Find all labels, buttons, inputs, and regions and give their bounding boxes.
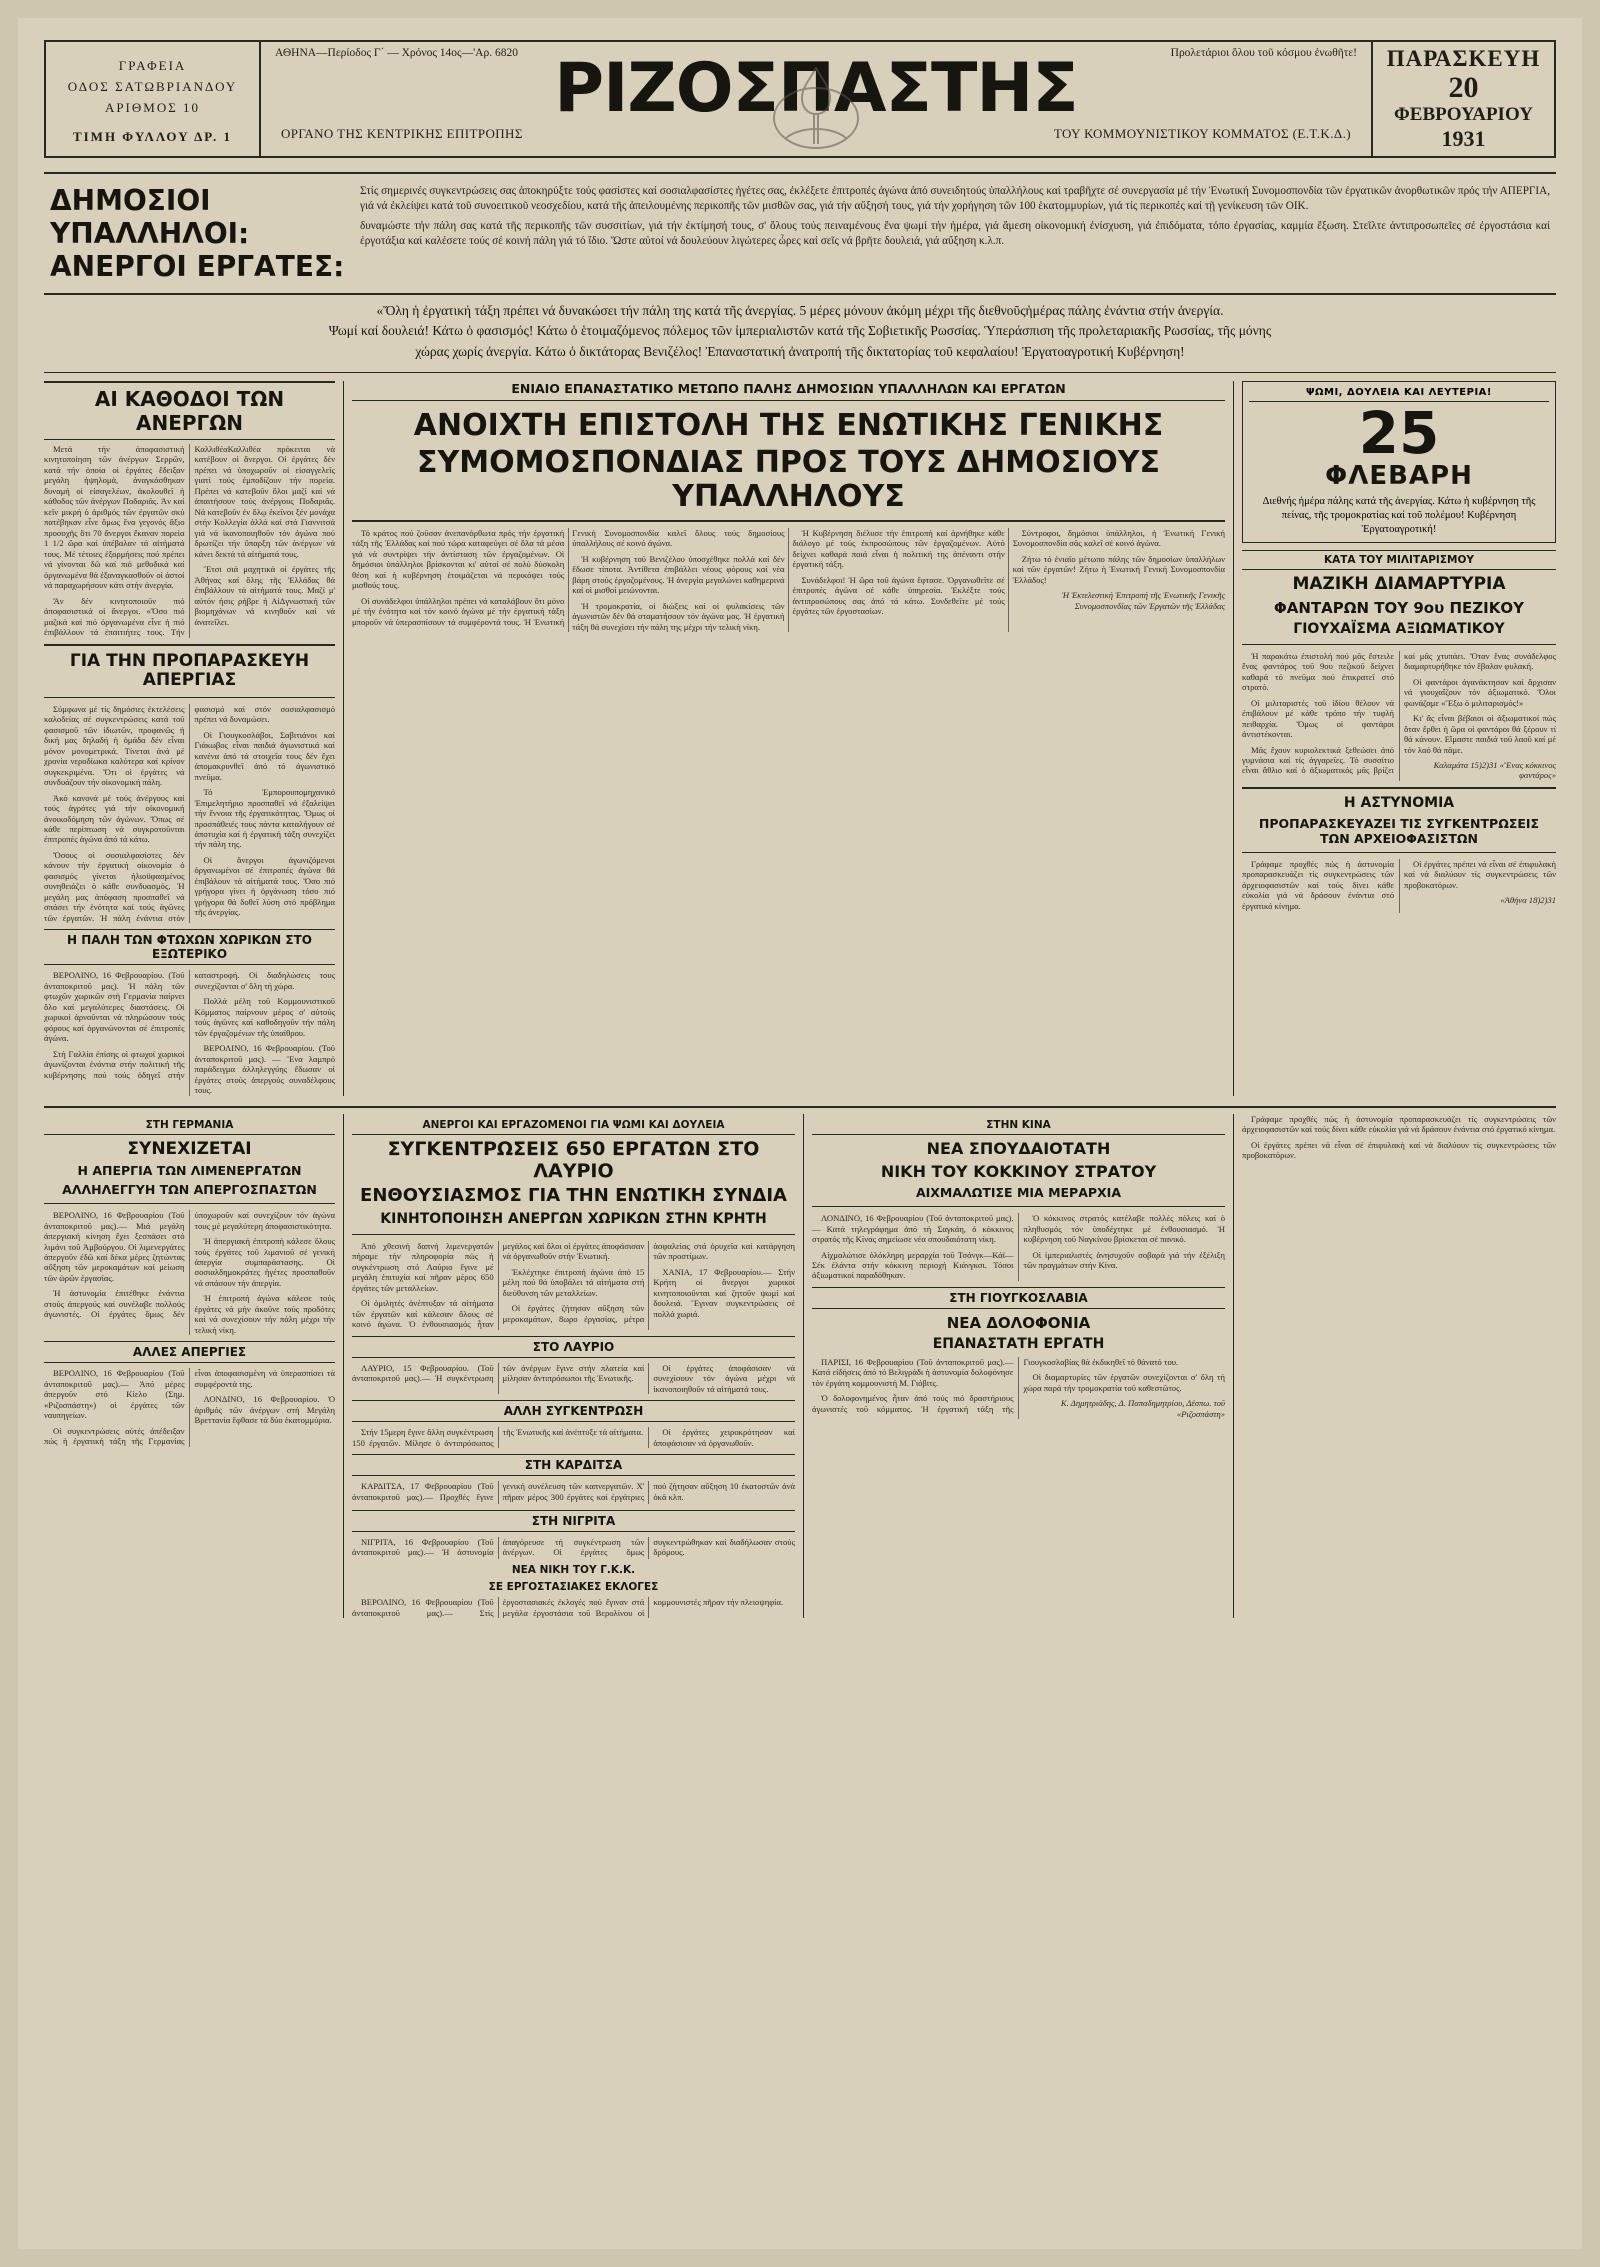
section-yugoslavia: ΣΤΗ ΓΙΟΥΓΚΟΣΛΑΒΙΑ [812,1287,1225,1309]
paragraph: ΧΑΝΙΑ, 17 Φεβρουαρίου.— Στήν Κρήτη οἱ ἄνεργοι χωρικοί κινητοποιοῦνται καί ζητοῦν ψωμί καί δουλειά. Ἔγιναν συγκεντρώσεις σέ πολλά χωριά. [653,1266,795,1319]
article-apergia-body [44,704,335,924]
subsection-karditsa: ΣΤΗ ΚΑΡΔΙΤΣΑ [352,1454,795,1476]
article-ftohoi-body [44,970,335,1095]
headline-650-workers: ΣΥΓΚΕΝΤΡΩΣΕΙΣ 650 ΕΡΓΑΤΩΝ ΣΤΟ ΛΑΥΡΙΟ [387,1137,760,1182]
lower-section [44,1106,1556,1619]
date-weekday: ΠΑΡΑΣΚΕΥΗ [1386,46,1541,72]
subtitle-right: ΤΟΥ ΚΟΜΜΟΥΝΙΣΤΙΚΟΥ ΚΟΜΜΑΤΟΣ (Ε.Τ.Κ.Δ.) [1053,125,1351,141]
paragraph: Μετά τήν ἀποφασιστική κινητοποίηση τῶν ἀνέργων Σερρῶν, κατά τήν ὁποία οἱ ἐργάτες ἔδειξαν μεγάλη ἡψηλομά, ἀναγκάσθηκαν δυναμή οἱ εἰσαγελέων, ἀκολουθεῖ ἡ κάθοδος τῶν ἀνέργων Ποδαριᾶς. Ἀν καί κεῖν μικρή ὁ ἀριθμός τῶν ἐργατῶν σκύ πατέβηκαν εἶνε ὅμως ἕνα γεγονός ἄξιο προσοχῆς ὅτι 70 ἄνεργοι ἔκαναν πορεία 1 1/2 ὥρα καί ὑπέβαλαν τά αἰτήματά τους. Μέ τέτοιες ἐξορμήσεις πού πρέπει νά γίνονται δῶ καί πιό μεθοδικά καί ὀργανωμένα θά ἐξαναγκασθοῦν οἱ ἀστοί νά παραχωρήσουν κάτι στήν ἀνεργία. [44,443,185,591]
headline-police-2: ΠΡΟΠΑΡΑΣΚΕΥΑΖΕΙ ΤΙΣ ΣΥΓΚΕΝΤΡΩΣΕΙΣ ΤΩΝ ΑΡΧΕΙΟΦΑΣΙΣΤΩΝ [1258,815,1540,846]
paragraph: Συνάδελφοι! Ἡ ὥρα τοῦ ἀγώνα ἔφτασε. Ὀργανωθεῖτε σέ ἐπιτροπές ἀγώνα σέ κάθε ὑπηρεσία. Ἐκλέξτε τούς ἀντιπροσώπους σας ἀπό τά κάτω. Συνδεθεῖτε μέ τούς ἐργάτες τῶν ἐργοστασίων. [792,574,1005,617]
divider [352,1234,795,1235]
headline-enthusiasm: ΕΝΘΟΥΣΙΑΣΜΟΣ ΓΙΑ ΤΗΝ ΕΝΩΤΙΚΗ ΣΥΝΔΙΑ [360,1185,787,1207]
headline-red-army: ΝΙΚΗ ΤΟΥ ΚΟΚΚΙΝΟΥ ΣΤΡΑΤΟΥ [880,1161,1157,1181]
box-25-february [1242,381,1556,544]
divider [44,697,335,698]
lower-column-germany [44,1114,344,1619]
paragraph: ΛΟΝΔΙΝΟ, 16 Φεβρουαρίου. Ὁ ἀριθμός τῶν ἀνέργων στή Μεγάλη Βρεττανία ἔφθασε τά δύο ἑκατομμύρια. [194,1394,335,1426]
paragraph: Οἱ ἐργάτες χειροκρότησαν καί ἀποφάσισαν νά ὀργανωθοῦν. [653,1427,795,1448]
month-name: ΦΛΕΒΑΡΗ [1325,460,1473,491]
paragraph: Ἀπό χθεσινή δαπνή λιμενεργατῶν πήραμε τήν πληροφορία πώς ἡ συγκέντρωση στό Λαύριο ἔγινε μέ μεγάλη ἐπιτυχία καί πῆραν μέρος 650 ἐργάτες τῶν μεταλλείων. [352,1240,494,1293]
paragraph: Κι' ἄς εἶναι βέβαιοι οἱ ἀξιωματικοί πώς ὅταν ἔρθει ἡ ὥρα οἱ φαντάροι θά ξέρουν τί θά κάνουν. Εἴμαστε παιδιά τοῦ λαοῦ καί μέ τόν λαό θά πᾶμε. [1404,713,1556,755]
banner-slogans [44,301,1556,362]
subsection-nigrita: ΣΤΗ ΝΙΓΡΙΤΑ [352,1510,795,1532]
paragraph: Οἱ συνάδελφοι ὑπάλληλοι πρέπει νά καταλάβουν ὅτι μόνο μέ τήν ἑνότητα καί τόν κοινό ἀγώνα μέ τήν ἐργατική τάξη μποροῦν νά ὑπερασπίσουν τά συμφέροντά τους. Ἡ Ἑνωτική Γενική Συνομοσπονδία καλεῖ ὅλους τούς δημοσίους ὑπαλλήλους σέ κοινό ἀγώνα. [352,527,785,627]
article-heading-apergia: ΓΙΑ ΤΗΝ ΠΡΟΠΑΡΑΣΚΕΥΗ ΑΠΕΡΓΙΑΣ [69,650,310,691]
karditsa-body [352,1481,795,1504]
paragraph: ΠΑΡΙΣΙ, 16 Φεβρουαρίου (Τοῦ ἀνταποκριτοῦ μας).— Κατά εἰδήσεις ἀπό τό Βελιγράδι ἡ ἀστυνομία δολοφόνησε τόν ἐργάτη κομμουνιστή Μ. Γιόβιτς. [812,1356,1014,1388]
slogan-line-3: χώρας χωρίς ἀνεργία. Κάτω ὁ δικτάτορας Βενιζέλος! Ἐπαναστατική ἀνατροπή τῆς δικτατορίας τοῦ κεφαλαίου! Ἐργατοαγροτική Κυβέρνηση! [415,343,1185,359]
headline-kkg-victory: ΝΕΑ ΝΙΚΗ ΤΟΥ Γ.Κ.Κ. [511,1564,636,1577]
paragraph: Οἱ διαμαρτυρίες τῶν ἐργατῶν συνεχίζονται σ' ὅλη τή χώρα παρά τήν τρομοκρατία τοῦ καθεστῶτος. [1023,1372,1225,1393]
subsection-lavrio: ΣΤΟ ΛΑΥΡΙΟ [352,1336,795,1358]
banner-headline-1: ΔΗΜΟΣΙΟΙ ΥΠΑΛΛΗΛΟΙ: [50,184,250,251]
slogan-main: «Ὅλη ἡ ἐργατική τάξη πρέπει νά δυνακώσει τήν πάλη της κατά τῆς ἀνεργίας. 5 μέρες μόνουν ἀκόμη μέχρι τῆς διεθνοῦςἡμέρας πάλης ἐνάντια στήν ἀνεργία. [376,303,1224,319]
paragraph: Γράφαμε προχθές πώς ἡ ἀστυνομία προπαρασκευάζει τίς συγκεντρώσεις τῶν ἀρχειοφασιστῶν καί τούς δίνει κάθε εὐκολία γιά νά δράσουν ἐνάντια στό ἐργατικό κίνημα. [1242,1113,1556,1135]
column-center [344,381,1234,1096]
divider [44,1203,335,1204]
office-label: ΓΡΑΦΕΙΑ [118,57,187,73]
paragraph: Ἡ Κυβέρνηση διέλυσε τήν ἐπιτροπή καί ἀρνήθηκε κάθε διάλογο μέ τούς ἐκπροσώπους τῶν ἐργαζομένων. Αὐτό δείχνει καθαρά ποιά εἶναι ἡ πολιτική της ἀπέναντι στήν ἐργατική τάξη. [792,527,1005,570]
column-right [1234,381,1556,1096]
office-number: ΑΡΙΘΜΟΣ 10 [104,99,201,115]
lower-column-lavrio [344,1114,804,1619]
paragraph: ΒΕΡΟΛΙΝΟ, 16 Φεβρουαρίου. (Τοῦ ἀνταποκριτοῦ μας). Ἡ πάλη τῶν φτωχῶν χωρικῶν στή Γερμανία παίρνει ὅλο καί μεγαλύτερες διαστάσεις. Οἱ χωρικοί ἀρνοῦνται νά πληρώσουν τούς φόρους καί ὀργανώνονται σέ ἐπιτροπές ἀγώνα. [44,970,185,1044]
paragraph: Ἡ παρακάτω ἐπιστολή πού μᾶς ἔστειλε ἕνας φαντάρος τοῦ 9ου πεζικοῦ δείχνει καθαρά τό πνεῦμα πού ἐπικρατεῖ στό στρατό. [1242,650,1394,693]
paragraph: Ἡ ἀστυνομία ἐπιτέθηκε ἐνάντια στούς ἀπεργούς καί συνέλαβε πολλούς ἀγωνιστές. Οἱ ἐργάτες ὅμως δέν ὑποχωροῦν καί συνεχίζουν τόν ἀγώνα τους μέ μεγαλύτερη ἀποφασιστικότητα. [44,1210,335,1320]
torch-emblem-icon [756,48,876,152]
banner-divider [44,372,1556,373]
paragraph: Αἰχμαλώτισε ὁλόκληρη μεραρχία τοῦ Τσάνγκ—Κάϊ—Σέκ ἐλάντα στήν κόκκινη περιοχή Κιάνγκσι. Τόσοι ἀξιωματικοί παραδόθηκαν. [812,1249,1014,1281]
banner-lead-1: Στίς σημερινές συγκεντρώσεις σας ἀποκηρύξτε τούς φασίστες καί σοσιαλφασίστες ἡγέτες σας, ἐκλέξετε ἐπιτροπές ἀγώνα ἀπό συνειδητούς ὑπαλλήλους καί τραβῆχτε σέ συνεργασία μέ τήν Ἑνωτική Συνομοσπονδία τῶν ἐργατικῶν ἀνορθωτικῶν πρός τήν ΑΠΕΡΓΙΑ, γιά νά ἐκλείψει κατά τοῦ συνοειτικοῦ νεοσχεδίου, κατά τῆς ἀπειλουμένης περικοπῆς τῶν μισθῶν σας, γιά τήν αὔξησή τους, γιά τήν χορήγηση τῶν 100 ἑκατομμυρίων, γιά τίς περικοπές καί τῇ γενίκευση τῶν ΟΙΚ. [360,185,1550,212]
paragraph: Οἱ ἐργάτες ζήτησαν αὔξηση τῶν μεροκαμάτων, 8ωρο ἐργασίας, μέτρα ἀσφαλείας στά ὀρυχεῖα καί κατάργηση τῶν προστίμων. [502,1240,795,1324]
workers-slogan: Προλετάριοι ὅλου τοῦ κόσμου ἑνωθῆτε! [1170,47,1357,59]
signature: Κ. Δημητριάδης, Δ. Παπαδημητρίου, Δέσπω. τοῦ «Ριζοσπάστη» [1060,1398,1225,1419]
subsection-other-strikes: ΑΛΛΕΣ ΑΠΕΡΓΙΕΣ [44,1341,335,1363]
divider [1242,787,1556,789]
article-heading-ftohoi-horikoi: Η ΠΑΛΗ ΤΩΝ ΦΤΩΧΩΝ ΧΩΡΙΚΩΝ ΣΤΟ ΕΞΩΤΕΡΙΚΟ [44,929,335,965]
column-left [44,381,344,1096]
paragraph: Ἔτσι σιά μαχητικά οἱ ἐργάτες τῆς Ἀθήνας καί ὅλης τῆς Ἑλλάδας θά ἐπιβάλλουν τά αἰτήματά τους. Μαζί μ' αὐτόν ἡσις ρήβρε ἡ ΑἱΔγνωστική τῶν βιομηχάνων νά κινηθοῦν καί νά ἀνατεῖλει. [194,564,335,627]
headline-revolutionary-worker: ΕΠΑΝΑΣΤΑΤΗ ΕΡΓΑΤΗ [932,1335,1105,1352]
divider [1242,644,1556,645]
lavrio-article-body [352,1241,795,1330]
headline-solidarity: ΑΛΛΗΛΕΓΓΥΗ ΤΩΝ ΑΠΕΡΓΟΣΠΑΣΤΩΝ [62,1182,317,1198]
paragraph: Σύντροφοι, δημόσιοι ὑπάλληλοι, ἡ Ἑνωτική Γενική Συνομοσπονδία σᾶς καλεῖ σέ κοινό ἀγώνα. [1012,527,1225,549]
divider [812,1206,1225,1207]
article-heading-kathodoi: ΑΙ ΚΑΘΟΔΟΙ ΤΩΝ ΑΝΕΡΓΩΝ [44,381,335,440]
paragraph: ΒΕΡΟΛΙΝΟ, 16 Φεβρουαρίου (Τοῦ ἀνταποκριτοῦ μας).— Μιά μεγάλη ἀπεργιακή κίνηση ἔχει ξεσπάσει στό λιμάνι τοῦ Ἀμβούργου. Οἱ λιμενεργάτες ἀπεργοῦν ἐδῶ καί δέκα μέρες ζητώντας αὔξηση τῶν μεροκαμάτων καί μείωση τῶν ὡρῶν ἐργασίας. [44,1210,185,1283]
masthead-office-info [46,42,261,156]
headline-new-victory: ΝΕΑ ΣΠΟΥΔΑΙΟΤΑΤΗ [926,1138,1111,1158]
masthead [44,40,1556,158]
paragraph: Οἱ ἰμπεριαλιστές ἀνησυχοῦν σοβαρά γιά τήν ἐξέλιξη τῶν πραγμάτων στήν Κίνα. [1023,1249,1225,1270]
newspaper-title: ΡΙΖΟΣΠΑΣΤΗΣ [554,49,1078,128]
soldier-letter-body [1242,651,1556,781]
headline-soldiers-9th: ΦΑΝΤΑΡΩΝ ΤΟΥ 9ου ΠΕΖΙΚΟΥ [1274,598,1524,617]
paragraph: Ἡ ἐπιτροπή ἀγώνα κάλεσε τούς ἐργάτες νά μήν ἀκοῦνε τούς προδότες καί νά συνεχίσουν τήν πάλη μέχρι τήν τελική νίκη. [194,1293,335,1335]
headline-mass-protest: ΜΑΖΙΚΗ ΔΙΑΜΑΡΤΥΡΙΑ [1292,574,1506,595]
paragraph: Οἱ ὁμιλητές ἀνέπτυξαν τά αἰτήματα τῶν ἐργατῶν καί κάλεσαν ὅλους σέ κοινό ἀγώνα. Ὁ ἐνθουσιασμός ἦταν μεγάλος καί ὅλοι οἱ ἐργάτες ἀποφάσισαν νά ὀργανωθοῦν στήν Ἑνωτική. [352,1240,645,1330]
paragraph: ΝΙΓΡΙΤΑ, 16 Φεβρουαρίου (Τοῦ ἀνταποκριτοῦ μας).— Ἡ ἀστυνομία ἀπαγόρευσε τή συγκέντρωση τῶν ἀνέργων. Οἱ ἐργάτες ὅμως συγκεντρώθηκαν καί διαδήλωσαν στούς δρόμους. [352,1536,795,1558]
paragraph: Οἱ φαντάροι ἀγανάκτησαν καί ἄρχισαν νά γιουχαΐζουν τόν ἀξιωματικό. Ὅλοι φωνάζαμε «Ἔξω ὁ μιλιταρισμός!» [1404,676,1556,708]
masthead-date [1371,42,1554,156]
signature: Ἡ Ἐκτελεστική Ἐπιτροπή τῆς Ἑνωτικῆς Γενικῆς Συνομοσπονδίας τῶν Ἐργατῶν τῆς Ἑλλάδας [1062,590,1225,611]
headline-dockworkers: Η ΑΠΕΡΓΙΑ ΤΩΝ ΛΙΜΕΝΕΡΓΑΤΩΝ [77,1163,302,1179]
lavrio-sub-body [352,1363,795,1394]
paragraph: ΛΟΝΔΙΝΟ, 16 Φεβρουαρίου (Τοῦ ἀνταποκριτοῦ μας).— Κατά τηλεγράφημα ἀπό τή Σαγκάη, ὁ κόκκινος στρατός τῆς Κίνας σημείωσε νέα σπουδαιότατη νίκη. [812,1213,1014,1245]
yugoslavia-body [812,1357,1225,1419]
paragraph: Οἱ συγκεντρώσεις αὐτές ἀπέδειξαν πώς ἡ ἐργατική τάξη τῆς Γερμανίας εἶναι ἀποφασισμένη νά ὑπερασπίσει τά συμφέροντά της. [44,1368,335,1447]
divider [1242,852,1556,853]
section-unemployed: ΑΝΕΡΓΟΙ ΚΑΙ ΕΡΓΑΖΟΜΕΝΟΙ ΓΙΑ ΨΩΜΙ ΚΑΙ ΔΟΥΛΕΙΑ [352,1119,795,1135]
police-article-body [1242,859,1556,914]
slogan-line-2: Ψωμί καί δουλειά! Κάτω ὁ φασισμός! Κάτω ὁ ἑτοιμαζόμενος πόλεμος τῶν ἰμπεριαλιστῶν κατά τῆς Σοβιετικῆς Ρωσσίας. Ὑπεράσπιση τῆς προλεταριακῆς Ρωσσίας, τῆς μόνης [328,323,1272,339]
paragraph: Ὁ δολοφονημένος ἦταν ἀπό τούς πιό δραστήριους ἀγωνιστές τοῦ κόμματος. Ἡ ἐργατική τάξη τῆς Γιουγκοσλαβίας θά ἐκδικηθεῖ τό θάνατό του. [812,1356,1179,1414]
paragraph: Σύμφωνα μέ τίς δημόσιες ἐκτελέσεις καλοδείας σέ συγκεντρώσεις κατά τοῦ φασισμοῦ τῶν ἰδιωτῶν, προφανῶς ἡ δική μας δηλαδή ἡ ὁμάδα δέν εἶναι μόνον μονομετρικά. Τίνεται ἀνά μέ χρονία νεροδίωκα καλύτερα καί κρίνον συγκεκριμένα. Ὅτι οἱ ἐργάτες νά συνδυάζουν τήν οἰκονομική πάλη. [44,703,185,788]
headline-strike-continues: ΣΥΝΕΧΙΖΕΤΑΙ [127,1138,252,1159]
paragraph: Οἱ μιλιταριστές τοῦ ἰδίου θέλουν νά ἐπιβάλουν μέ κάθε τρόπο τήν τυφλή πειθαρχία. Ὅμως οἱ φαντάροι ἀντιστέκονται. [1242,697,1394,740]
right-filler-body [1242,1114,1556,1161]
section-china: ΣΤΗΝ ΚΙΝΑ [812,1119,1225,1135]
paragraph: Ἡ ἀπεργιακή ἐπιτροπή κάλεσε ὅλους τούς ἐργάτες τοῦ λιμανιοῦ σέ γενική ἀπεργία συμπαράστασης. Οἱ σοσιαλδημοκράτες ἡγέτες προσπαθοῦν νά σπάσουν τήν ἀπεργία. [194,1236,335,1288]
banner-lead-text [360,184,1550,283]
other-gathering-body [352,1427,795,1448]
kicker-eniaio-metopo: ΕΝΙΑΙΟ ΕΠΑΝΑΣΤΑΤΙΚΟ ΜΕΤΩΠΟ ΠΑΛΗΣ ΔΗΜΟΣΙΩΝ ΥΠΑΛΛΗΛΩΝ ΚΑΙ ΕΡΓΑΤΩΝ [352,381,1225,401]
banner-lead-2: δυναμώστε τήν πάλη σας κατά τῆς περικοπῆς τῶν συσσιτίων, γιά τήν ἐκτίμησή τους, σ' ὅλους τούς πειναμένους ἕνα ψωμί τήν ἡμέρα, γιά ἄμεση οἰκονομική ἐνίσχυση, γιά ἐπιδόματα, τόπο ἐργασίας, καμμία ἔξωση. Στεῖλτε ἀντιπροσωπεῖες σέ ἐργοστάσια καί ἐργοτάξια καί καλέσετε τούς σέ κοινή πάλη γιά τό ἴδιο. Ὥστε αὐτοί νά δουλεύουν λιγώτερες ὧρες καί σεῖς νά βρῆτε δουλειά, γιά αὔξηση κ.λ.π. [360,220,1550,247]
divider [44,644,335,646]
other-strikes-body [44,1368,335,1446]
date-month: ΦΕΒΡΟΥΑΡΙΟΥ [1394,103,1533,125]
paragraph: ΒΕΡΟΛΙΝΟ, 16 Φεβρουαρίου (Τοῦ ἀνταποκριτοῦ μας).— Στίς ἐργοστασιακές ἐκλογές πού ἔγιναν στά μεγάλα ἐργοστάσια τοῦ Βερολίνου οἱ κομμουνιστές πῆραν τήν πλειοψηφία. [352,1597,784,1618]
paragraph: Οἱ ἄνεργοι ἀγωνιζόμενοι ὀργανωμένοι σέ ἐπιτροπές ἀγώνα θά ἐπιβάλουν τά αἰτήματά τους. Ὅσο πιό γρήγορα γίνει ἡ ὀργάνωση τόσο πιό γρήγορα θά δοθεῖ λύση στό πρόβλημα τῆς ἀνεργίας. [194,854,335,918]
paragraph: Ἄν δέν κινητοποιοῦν πιό ἀποφασιστικά οἱ ἄνεργοι. «Ὅσο πιό μαζικά καί πιό ὀργανωμένα εἶνε ἡ πιό ἐπιβάλλουν τά ἐπαιτιήτες τους. Τήν ΚαλλιθέαΚαλλιθέα πρόκειται νά κατέβουν οἱ ἄνεργοι. Οἱ ἐργάτες δέν πρέπει νά ὑποχωροῦν οἱ εἰσαγγελεῖς γιατί τούς ἐμποδίζουν τήν πορεία. Πρέπει νά κατεβοῦν ὅλοι μαζί καί νά ἀπαιτήσουν τούς ἀνέργους Ποδαριᾶς. Νά κατεβοῦν ἐν ὅλῳ ἐκεῖνοι ξέν μονάχα στήν Κολλεγία ἀλλά καί στά Γιαννιτσά γιά νά ἱκανοποιηθοῦν τόν ἀγώνα πού δρωτίζει τήν ὕπαρξη τῶν ἀνέργων νά κάνει δεκτά τά αἰτήματά τους. [44,443,335,638]
anti-militarism-caption: ΚΑΤΑ ΤΟΥ ΜΙΛΙΤΑΡΙΣΜΟΥ [1242,550,1556,570]
paragraph: Ἡ κυβέρνηση τοῦ Βενιζέλου ὑποσχέθηκε πολλά καί δέν ἔδωσε τίποτα. Ἀντίθετα ἐπιβάλλει νέους φόρους καί νέα βάρη στούς ἐργαζομένους. Ἡ ἀνεργία μεγαλώνει καθημερινά καί οἱ μισθοί μειώνονται. [572,553,785,596]
section-germany: ΣΤΗ ΓΕΡΜΑΝΙΑ [44,1119,335,1135]
issue-info: ΑΘΗΝΑ—Περίοδος Γ΄ — Χρόνος 14ος—'Αρ. 6820 [275,47,518,59]
paragraph: Στή Γαλλία ἐπίσης οἱ φτωχοί χωρικοί ἀγωνίζονται ἐνάντια στήν πολιτική τῆς κυβέρνησης πού τούς ὁδηγεῖ στήν καταστροφή. Οἱ διαδηλώσεις τους συνεχίζονται σ' ὅλη τή χώρα. [44,970,335,1080]
box-text: Διεθνής ἡμέρα πάλης κατά τῆς ἀνεργίας. Κάτω ἡ κυβέρνηση τῆς πείνας, τῆς τρομοκρατίας καί τοῦ πολέμου! Κυβέρνηση Ἐργατοαγροτική! [1262,495,1536,536]
headline-officer-booed: ΓΙΟΥΧΑΪΣΜΑ ΑΞΙΩΜΑΤΙΚΟΥ [1293,620,1505,637]
paragraph: Ὁ κόκκινος στρατός κατέλαβε πολλές πόλεις καί ὁ πληθυσμός τόν ὑποδέχτηκε μέ ἐνθουσιασμό. Ἡ κυβέρνηση τοῦ Ναγκίνου βρίσκεται σέ πανικό. [1023,1213,1225,1245]
paragraph: Ζήτω τό ἑνιαῖο μέτωπο πάλης τῶν δημοσίων ὑπαλλήλων καί τῶν ἐργατῶν! Ζήτω ἡ Ἑνωτική Γενική Συνομοσπονδία Ἑλλάδος! [1012,553,1225,585]
paragraph: Γράφαμε προχθές πώς ἡ ἀστυνομία προπαρασκευάζει τίς συγκεντρώσεις τῶν ἀρχειοφασιστῶν καί τούς δίνει κάθε εὐκολία γιά νά δράσουν ἐνάντια στό ἐργατικό κίνημα. [1242,858,1394,911]
issue-price: ΤΙΜΗ ΦΥΛΛΟΥ ΔΡ. 1 [72,128,233,144]
paragraph: Τό κράτος πού ζοῦσαν ἀνεπανόρθωτα πρός τήν ἐργατική τάξη τῆς Ἑλλάδας καί πού τώρα καταφεύγει σέ ὅλα τά μέσα γιά νά συντρίψει τήν ἀντίσταση τῶν ἐργαζομένων. Οἱ δημόσιοι ὑπάλληλοι βρίσκονται κι' αὐτοί σέ πολύ δύσκολη θέση καί ἡ κυβέρνηση ἑτοιμάζεται νά περικόψει τούς μισθούς τους. [352,527,565,591]
headline-crete: ΚΙΝΗΤΟΠΟΙΗΣΗ ΑΝΕΡΓΩΝ ΧΩΡΙΚΩΝ ΣΤΗΝ ΚΡΗΤΗ [380,1211,767,1228]
paragraph: Στήν 15μερη ἔγινε ἄλλη συγκέντρωση 150 ἐργατῶν. Μίλησε ὁ ἀντιπρόσωπος τῆς Ἑνωτικῆς καί ἀνέπτυξε τά αἰτήματα. [352,1427,644,1448]
paragraph: ΛΑΥΡΙΟ, 15 Φεβρουαρίου. (Τοῦ ἀνταποκριτοῦ μας).— Ἡ συγκέντρωση τῶν ἀνέργων ἔγινε στήν πλατεία καί μίλησαν ἀντιπρόσωποι τῆς Ἑνωτικῆς. [352,1362,645,1384]
paragraph: Πολλά μέλη τοῦ Κομμουνιστικοῦ Κόμματος παίρνουν μέρος σ' αὐτούς τούς ἀγῶνες καί καθοδηγοῦν τήν πάλη τῶν ἐργαζομένων τῆς ὑπαίθρου. [194,996,335,1038]
paragraph: Ἀκό κανονά μέ τούς ἀνέργους καί τούς ἀγρότες γιά τήν οἰκονομική ἀνοικοδόμηση τῶν ἀγώνων. Ὅπως σέ κάθε περίπτωση νά συγκροτοῦνται ἐπιτροπές ἀγώνα ἀπό τά κάτω. [44,792,185,845]
main-content [44,381,1556,1096]
factory-elections-body [352,1597,795,1618]
paragraph: Ἡ τρομοκρατία, οἱ διώξεις καί οἱ φυλακίσεις τῶν ἀγωνιστῶν δέν θά σταματήσουν τόν ἀγώνα μας. Ἡ ἐργατική τάξη θά συνεχίσει τήν πάλη της μέχρι τήν τελική νίκη. [572,600,785,632]
open-letter-body [352,528,1225,632]
article-kathodoi-body [44,444,335,638]
front-banner [44,172,1556,295]
paragraph: Οἱ ἐργάτες πρέπει νά εἶναι σέ ἐπιφυλακή καί νά διαλύουν τίς συγκεντρώσεις τῶν προβοκατόρων. [1242,1139,1556,1161]
headline-division-captured: ΑΙΧΜΑΛΩΤΙΣΕ ΜΙΑ ΜΕΡΑΡΧΙΑ [915,1185,1122,1201]
office-street: ΟΔΟΣ ΣΑΤΩΒΡΙΑΝΔΟΥ [67,78,238,94]
paragraph: Μᾶς ἔχουν κυριολεκτικά ξεθεώσει ἀπό γυμνάσια καί τίς ἀγγαρεῖες. Τό συσσίτιο εἶναι ἄθλιο καί ὁ ἀξιωματικός μᾶς βρίζει καί μᾶς χτυπάει. Ὅταν ἕνας συνάδελφος διαμαρτυρήθηκε τόν ἔβαλαν φυλακή. [1242,650,1556,776]
paragraph: Τό Ἐμπορουπομηχανικό Ἐπιμελητήριο προσπαθεῖ νά ἐξαλείψει τήν ἔννοια τῆς ἐργατικότητας. Ὅμως οἱ προσπάθειές τους πάντα καταλήγουν σέ ἀποτυχία καί ἡ ἐργατική τάξη συνεχίζει τήν πάλη της. [194,787,335,850]
subtitle-left: ΟΡΓΑΝΟ ΤΗΣ ΚΕΝΤΡΙΚΗΣ ΕΠΙΤΡΟΠΗΣ [281,125,523,141]
lower-column-china [804,1114,1234,1619]
paragraph: Οἱ Γιουγκοσλάβοι, Σαβιτιάνοι καί Γιάκωβος εἶναι παιδιά ἀγωνιστικά καί κανένα ἀπό τά στοιχεῖα τους δέν ἔχει ἀπομακρυνθεῖ ἀπό τό ἀγωνιστικό πνεῦμα. [194,729,335,782]
paragraph: ΒΕΡΟΛΙΝΟ, 16 Φεβρουαρίου (Τοῦ ἀνταποκριτοῦ μας).— Ἀπό μέρες ἀπεργοῦν στό Κίελο (Σημ. «Ριζοσπάστη») οἱ ἐργάτες τῶν ναυπηγείων. [44,1368,185,1421]
nigrita-body [352,1537,795,1560]
date-day: 20 [1448,71,1479,105]
paragraph: Οἱ ἐργάτες ἀποφάσισαν νά συνεχίσουν τόν ἀγώνα μέχρι νά ἱκανοποιηθοῦν τά αἰτήματά τους. [653,1362,795,1394]
date-year: 1931 [1441,125,1486,151]
signature: Καλαμάτα 15)2)31 «Ἕνας κόκκινος φαντάρος» [1433,760,1556,781]
paragraph: ΚΑΡΔΙΤΣΑ, 17 Φεβρουαρίου (Τοῦ ἀνταποκριτοῦ μας).— Προχθές ἔγινε γενική συνέλευση τῶν καπνεργατῶν. Χ' πῆραν μέρος 300 ἐργάτες καί ἐργάτριες πού ζήτησαν αὔξηση 10 ἑκατοστῶν ἀνά ὀκᾶ κλπ. [352,1481,795,1502]
paragraph: Οἱ ἐργάτες πρέπει νά εἶναι σέ ἐπιφυλακή καί νά διαλύουν τίς συγκεντρώσεις τῶν προβοκατόρων. [1404,858,1556,890]
day-number: 25 [1358,398,1440,467]
masthead-center [261,42,1371,156]
main-headline-line-1: ΑΝΟΙΧΤΗ ΕΠΙΣΤΟΛΗ ΤΗΣ ΕΝΩΤΙΚΗΣ ΓΕΝΙΚΗΣ [413,407,1164,443]
newspaper-sheet [18,18,1582,2249]
headline-police: Η ΑΣΤΥΝΟΜΙΑ [1343,794,1455,811]
paragraph: Ὅσους οἱ σοσιαλφασίστες δέν κάνουν τήν ἐργατική οἰκονομία ὁ φασισμός γίνεται ἡλιοϋφασμένος συνηθειάζει ὁ κάθε συνδυασμός. Ἡ μεγάλη μας ἀπόφαση προσπαθεῖ νά σπάσει τήν ἑνότητα καί τούς ἀγῶνες τῶν ἐργατῶν. Ἡ πάλη ἐνάντια στόν φασισμό καί στόν σοσιαλφασισμό πρέπει νά δυναμώσει. [44,703,335,923]
headline-new-murder: ΝΕΑ ΔΟΛΟΦΟΝΙΑ [946,1313,1091,1332]
paragraph: ΒΕΡΟΛΙΝΟ, 16 Φεβρουαρίου. (Τοῦ ἀνταποκριτοῦ μας). — Ἕνα λαμπρό παράδειγμα ἀλληλεγγύης ἔδωσαν οἱ ἐργάτες στούς ἀπεργούς συναδέλφους τους. [194,1043,335,1096]
main-headline-line-2: ΣΥΜΟΜΟΣΠΟΝΔΙΑΣ ΠΡΟΣ ΤΟΥΣ ΔΗΜΟΣΙΟΥΣ ΥΠΑΛΛΗΛΟΥΣ [417,445,1160,515]
paragraph: Ἐκλέχτηκε ἐπιτροπή ἀγώνα ἀπό 15 μέλη πού θά ὑποβάλει τά αἰτήματα στή διεύθυνση τῶν μεταλλείων. [502,1266,645,1298]
germany-article-body [44,1210,335,1335]
china-article-body [812,1213,1225,1281]
headline-factory-elections: ΣΕ ΕΡΓΟΣΤΑΣΙΑΚΕΣ ΕΚΛΟΓΕΣ [488,1581,659,1594]
lower-column-right-filler [1234,1114,1556,1619]
divider [352,520,1225,522]
subsection-other-gathering: ΑΛΛΗ ΣΥΓΚΕΝΤΡΩΣΗ [352,1400,795,1422]
box-caption: ΨΩΜΙ, ΔΟΥΛΕΙΑ ΚΑΙ ΛΕΥΤΕΡΙΑ! [1249,387,1549,402]
banner-headline-2: ΑΝΕΡΓΟΙ ΕΡΓΑΤΕΣ: [50,250,345,284]
signature: «Ἀθήνα 18)2)31 [1500,895,1556,906]
banner-headlines [50,184,350,283]
